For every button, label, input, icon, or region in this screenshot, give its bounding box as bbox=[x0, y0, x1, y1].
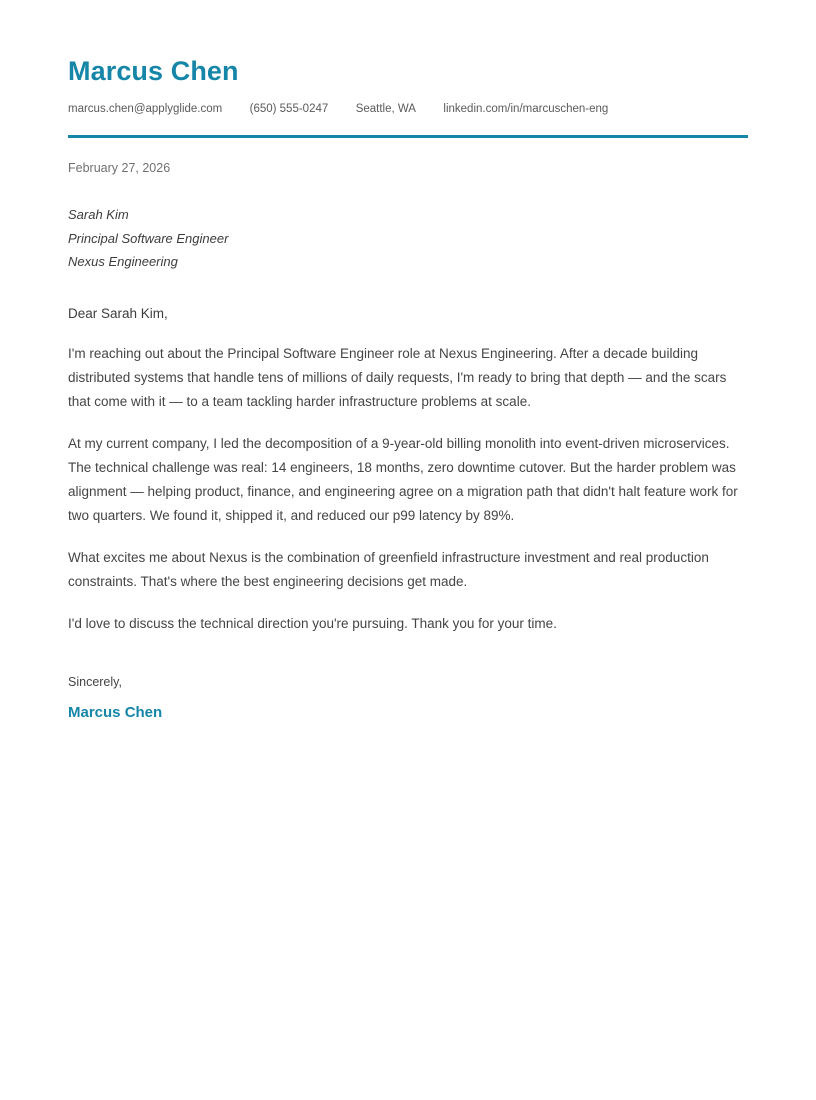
recipient-title: Principal Software Engineer bbox=[68, 230, 229, 246]
contact-location: Seattle, WA bbox=[355, 103, 416, 116]
letter-content-column bbox=[68, 0, 748, 723]
signature-block bbox=[68, 673, 748, 723]
letterhead-divider bbox=[68, 135, 748, 138]
letterhead bbox=[68, 0, 748, 138]
recipient-block bbox=[68, 203, 748, 274]
body-paragraph: I'm reaching out about the Principal Software Engineer role at Nexus Engineering. After a decade building distributed systems that handle tens of millions of daily requests, I'm ready to bring that depth — and the scars that come with it — to a team tackling harder infrastructure problems at scale. bbox=[68, 346, 727, 410]
contact-linkedin[interactable]: linkedin.com/in/marcuschen-eng bbox=[443, 103, 609, 116]
body-paragraph: What excites me about Nexus is the combination of greenfield infrastructure investment and real production constraints. That's where the best engineering decisions get made. bbox=[68, 550, 709, 590]
contact-phone[interactable]: (650) 555-0247 bbox=[249, 103, 329, 116]
closing-salutation: Sincerely, bbox=[68, 675, 122, 690]
body-paragraph: At my current company, I led the decomposition of a 9-year-old billing monolith into event-driven microservices. The technical challenge was real: 14 engineers, 18 months, zero downtime cutover. But the harder problem was alignment — helping product, finance, and engineering agree on a migration path that didn't halt feature work for two quarters. We found it, shipped it, and reduced our p99 latency by 89%. bbox=[68, 436, 738, 524]
letter-date: February 27, 2026 bbox=[68, 160, 171, 175]
page-title: Marcus Chen bbox=[68, 56, 239, 86]
contact-info-row bbox=[68, 102, 748, 117]
body-paragraph: I'd love to discuss the technical direction you're pursuing. Thank you for your time. bbox=[68, 616, 557, 632]
recipient-company: Nexus Engineering bbox=[68, 254, 178, 270]
contact-email[interactable]: marcus.chen@applyglide.com bbox=[68, 103, 223, 116]
salutation: Dear Sarah Kim, bbox=[68, 305, 168, 321]
signature-name: Marcus Chen bbox=[68, 703, 163, 721]
recipient-name: Sarah Kim bbox=[68, 207, 129, 223]
